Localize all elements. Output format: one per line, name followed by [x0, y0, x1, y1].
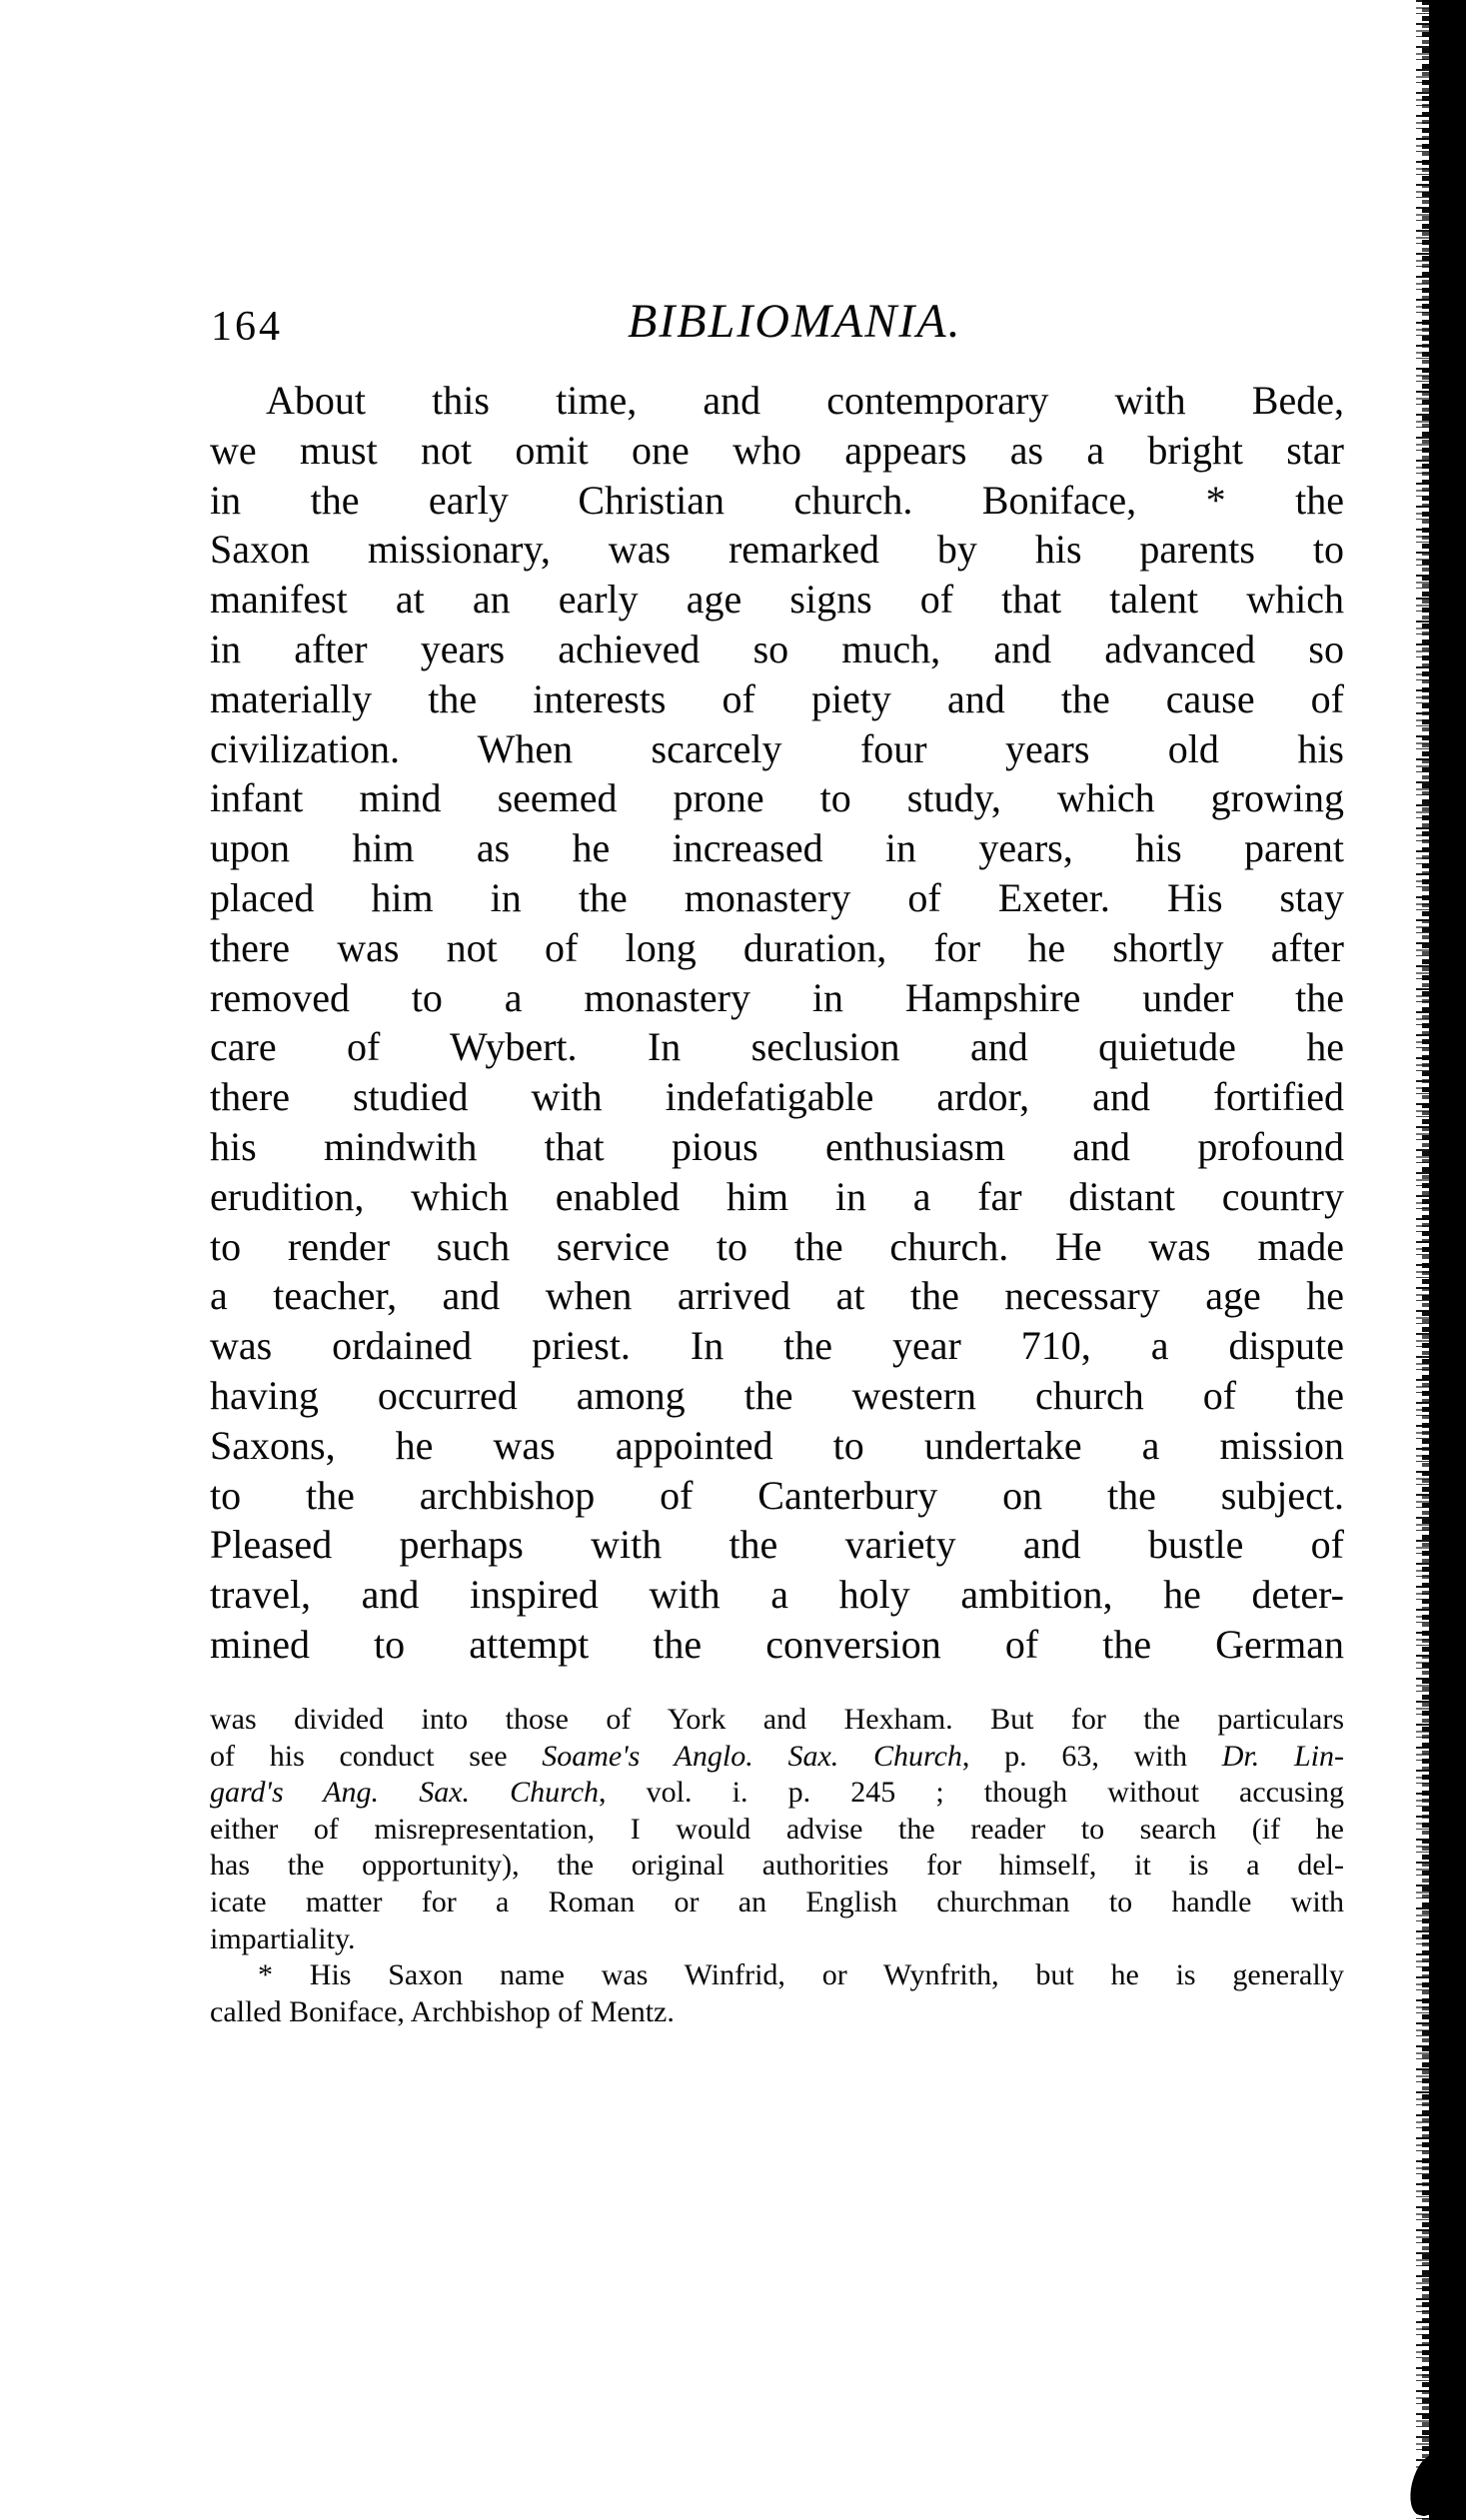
- text-line: having occurred among the western church of the: [210, 1372, 1344, 1418]
- text-line: was divided into those of York and Hexham. But for the particulars: [210, 1703, 1344, 1736]
- text-line: Saxon missionary, was remarked by his parents to: [210, 527, 1344, 573]
- text-line: his mindwith that pious enthusiasm and profound: [210, 1123, 1344, 1169]
- text-line: of his conduct see Soame's Anglo. Sax. Church, p. 63, with Dr. Lin-: [210, 1739, 1345, 1773]
- text-line: infant mind seemed prone to study, which growing: [210, 775, 1344, 821]
- text-line: there was not of long duration, for he shortly after: [210, 924, 1344, 970]
- text-line: a teacher, and when arrived at the necessary age he: [210, 1273, 1344, 1319]
- text-line: mined to attempt the conversion of the German: [210, 1621, 1344, 1667]
- text-line: About this time, and contemporary with Bede,: [266, 378, 1344, 423]
- scan-gutter-shadow: [1429, 0, 1466, 2520]
- text-line: to the archbishop of Canterbury on the subject.: [210, 1472, 1344, 1518]
- text-line: called Boniface, Archbishop of Mentz.: [210, 1994, 675, 2028]
- text-line: Saxons, he was appointed to undertake a mission: [210, 1422, 1344, 1468]
- footnote-text: [210, 1702, 1344, 2030]
- text-line: has the opportunity), the original authorities for himself, it is a del-: [210, 1849, 1344, 1883]
- text-line: placed him in the monastery of Exeter. His stay: [210, 874, 1344, 920]
- text-line: either of misrepresentation, I would advise the reader to search (if he: [210, 1812, 1344, 1846]
- text-line: manifest at an early age signs of that talent which: [210, 577, 1344, 623]
- text-line: * His Saxon name was Winfrid, or Wynfrith, but he is generally: [258, 1958, 1344, 1992]
- body-text: [210, 376, 1344, 1670]
- text-line: civilization. When scarcely four years old his: [210, 725, 1344, 771]
- text-line: care of Wybert. In seclusion and quietude he: [210, 1024, 1344, 1070]
- text-line: removed to a monastery in Hampshire under the: [210, 974, 1344, 1020]
- text-line: erudition, which enabled him in a far distant country: [210, 1173, 1344, 1219]
- text-line: icate matter for a Roman or an English churchman to handle with: [210, 1885, 1344, 1918]
- text-line: in after years achieved so much, and advanced so: [210, 626, 1344, 671]
- text-line: travel, and inspired with a holy ambition, he deter-: [210, 1572, 1344, 1618]
- text-line: to render such service to the church. He was made: [210, 1223, 1344, 1269]
- page-number: 164: [211, 304, 283, 350]
- text-line: impartiality.: [210, 1921, 356, 1955]
- text-line: was ordained priest. In the year 710, a dispute: [210, 1323, 1344, 1369]
- text-line: we must not omit one who appears as a bright star: [210, 427, 1344, 473]
- running-title: BIBLIOMANIA.: [628, 295, 962, 348]
- text-line: there studied with indefatigable ardor, and fortified: [210, 1074, 1344, 1120]
- text-line: gard's Ang. Sax. Church, vol. i. p. 245 ; though without accusing: [210, 1776, 1345, 1810]
- text-line: materially the interests of piety and the cause of: [210, 675, 1344, 721]
- text-line: Pleased perhaps with the variety and bustle of: [210, 1522, 1344, 1568]
- text-line: upon him as he increased in years, his parent: [210, 825, 1344, 871]
- text-line: in the early Christian church. Boniface, * the: [210, 477, 1344, 523]
